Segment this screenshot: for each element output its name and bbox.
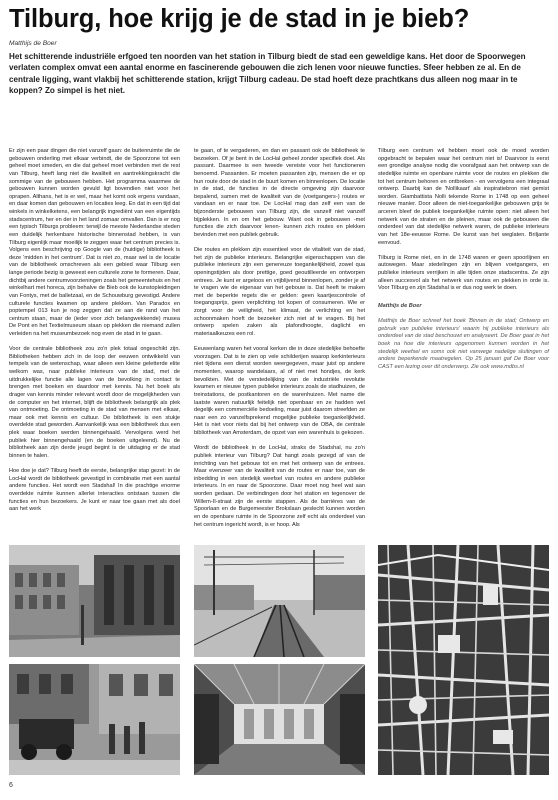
text-column-2 [194, 148, 365, 537]
text-column-1 [9, 148, 180, 522]
paragraph: te gaan, of te vergaderen, en dan en passant ook de bibliotheek te bezoeken. Of je bent in de LocHal geheel zonder specifiek doel. Als passant. Daarmee is een tweede vereiste voor het functioneren benoemd. Passanten. Er moeten passanten zijn, mensen die er op hun route door de stad in de buurt komen en binnenlopen. De locatie in de stad, de functies in de directe omgeving zijn daarvoor bepalend, samen met de kwaliteit van de (voetgangers-) routes er vandaan en er naar toe. De LocHal mag dan zelf een van de bijzonderste gebouwen van Tilburg zijn, die vanzelf niet vanzelf bijplekken. In en om het gebouw. Want ook in gebouwen -met functies die zich daarvoor lenen- kunnen zich routes en plekken bevinden met een publiek gebruik. [194, 148, 365, 238]
bio-author-name: Matthijs de Boer [378, 302, 422, 309]
paragraph: Tilburg is Rome niet, en in de 1748 waren er geen spoorlijnen en autowegen. Maar stedelingen zijn en blijven voetgangers, en publieke interieurs verrijken in alle tijden onze stadscentra. Ze zijn alleen succesvol als het netwerk van routes en plekken in orde is. Voor Tilburg en zijn Stadshal is er dus nog werk te doen. [378, 254, 549, 292]
paragraph: Die routes en plekken zijn essentieel voor de vitaliteit van de stad, het zijn de publieke interieurs. Belangrijke eigenschappen van die publieke interieurs zijn een genereuze toegankelijkheid, zowel qua openingstijden als door prettige, goed geoutilleerde en ontworpen entrees. Je kunt er argeloos en vrijblijvend binnenlopen, zonder je af te vragen wie de eigenaar van het gebouw is. Dat heeft te maken met de beperkte regels die er gelden: geen kaartjescontrole of toegangsprijs, geen verplichting tot kopen of consumeren. Wie er zorgt voor de veiligheid, het klimaat, de verlichting en het schoonmaken hoeft de bezoeker zich niet af te vragen. Bij het ontwerp spelen zaken als plafondhoogte, daglicht en materiaalkeuzes een rol. [194, 247, 365, 337]
paragraph: Wordt de bibliotheek in de LocHal, straks de Stadshal, nu zo'n publiek interieur van Tilburg? Dat hangt zoals gezegd af van de inrichting van het gebouw tot en met het ontwerp van de entrees. Maar evenzeer van de kwaliteit van de routes er naar toe, van de inbedding in een stedelijk weefsel van routes en andere publieke interieurs. In en naar de Spoorzone. Daar moet nog heel wat aan worden gedaan. De verbindingen door het station en tegenover de Willem-II-straat zijn de eerste stappen. Als de barrières van de Spoorlaan en de Burgemeester Brokxlaan geslecht kunnen worden en de openbare ruimte in de Spoorzone zelf echt als onderdeel van het centrum ingericht wordt, is er hoop. Als [194, 445, 365, 528]
text-column-3 [378, 148, 549, 379]
article-intro: Het schitterende industriële erfgoed ten noorden van het station in Tilburg biedt de stad een geweldige kans. Het door de Spoorwegen verlaten complex omvat een aantal enorme en fascinerende gebouwen die zich lenen voor nieuwe functies. Sfeer hebben ze al. En de centrale ligging, want vlakbij het schitterende station, krijgt Tilburg cadeau. De stad hoeft deze prachtkans dus alleen nog maar in te koppen? Zo simpel is het niet. [9, 52, 526, 96]
author-bio [378, 303, 549, 372]
paragraph: Er zijn een paar dingen die niet vanzelf gaan: de buitenruimte die de gebouwen onderling met elkaar verbindt, die de Spoorzone tot een geheel moet smeden, en die dat geheel moet verbinden met de rest van Tilburg, heeft lang niet die kwaliteit en aantrekkingskracht die sommige van de gebouwen hebben. Het programma waarmee de gebouwen kunnen worden gevuld ligt bovendien niet voor het oprapen. Althans, het is er wel, maar het komt ook ergens vandaan, en daar komen dan gebouwen en locaties leeg. En dat in een tijd dat winkels in winkelketens, een belangrijk ingrediënt van een eigentijds stadscentrum, her en der in het land zomaar omvallen. Dan is er nog een typisch Tilburgs probleem: terwijl de meeste Nederlandse steden een duidelijk herkenbare historische binnenstad hebben, is van Tilburg eigenlijk maar moeilijk te zeggen waar het centrum precies is. Volgens een beschrijving op Google van de (huidige) bibliotheek is deze 'midden in het centrum'. Dat is niet zo, maar wel is de locatie van de bibliotheek omschreven als een gebied waar Tilburg een lange periode bezig is geweest een culturele zone te formeren. Daar, dichtbij andere centrumvoorzieningen zoals het gemeentehuis en het winkelhart met horeca, zijn behalve de Bieb ook de kunstopleidingen van Fontys, met de balletzaal, en de Schouwburg gevestigd. Andere culturele functies kwamen op andere plekken. Van Paradox en poptempel 013 kun je nog zeggen dat ze aan de rand van het centrum staan, maar de (ieder voor zich belangwekkende) musea De Pont en het Textielmuseum staan op plekken die niemand zullen verleiden na het museumbezoek nog even de stad in te gaan. [9, 148, 181, 337]
photo-street-buildings [9, 545, 180, 657]
article-author: Matthijs de Boer [9, 40, 57, 47]
bio-text: Matthijs de Boer schreef het boek 'Binnen in de stad; Ontwerp en gebruik van publieke interieurs' waarin hij publieke interieurs als onderdeel van de stad beschouwt en analyseert. De Boer gaat in het boek na hoe die interieurs opgenomen kunnen worden in het stedelijk weefsel en soms ook niet vanwege nadelige sluitingen of andere beperkende maatregelen. Op 25 januari gaf De Boer voor CAST een lezing over dit onderwerp. Zie ook www.mdbs.nl [378, 318, 549, 370]
photo-railway-tracks [194, 545, 365, 657]
photo-historic-street [9, 664, 180, 775]
paragraph: Eeuwenlang waren het vooral kerken die in deze stedelijke behoefte voorzagen. Dat is te zien op vele schilderijen waarop kerkinterieurs niet tijdens een dienst worden weergegeven, maar juist op andere momenten, waarop wandelaars, al of niet met hondjes, de kerk bevolkten. Met de verstedelijking van de industriële revolutie kwamen er nieuwe typen publieke interieurs zoals de stadhuizen, de treinstations, de postkantoren en de warenhuizen. Met name die laatste waren natuurlijk feitelijk niet openbaar en ze hadden wel degelijk een commerciële bedoeling, maar juist daarom streefden ze naar een zo vanzelfsprekend mogelijke publieke toegankelijkheid. Het is niet voor niets dat bij het ontwerp van de OBA, de centrale bibliotheek van Amsterdam, de opzet van een warenhuis is gekozen. [194, 346, 365, 437]
paragraph: Tilburg een centrum wil hebben moet ook de moed worden opgebracht te bepalen waar het centrum niet is! Daarvoor is eerst een grondige analyse nodig die voorafgaat aan het ontwerp van de stedelijke ruimte en openbare ruimte voor de routes en plekken die tot het centrum behoren en ontbreken - en vervolgens een integraal ontwerp. Daarbij kan de 'Nollikaart' als inspiratiebron niet gemist worden. Giambattista Nolli tekende Rome in 1748 op een geheel nieuwe manier. Door alleen de niet-toegankelijke gebouwen grijs te arceren bleef de publiek toegankelijke ruimte open: niet alleen het netwerk van de straten en de pleinen, maar ook de gebouwen die onderdeel van dat stedelijke netwerk waren, de publieke interieurs van het 18e-eeuwse Rome. De kunst van het weglaten. Briljante eenvoud. [378, 148, 549, 246]
photo-hall-interior [194, 664, 365, 775]
photo-nolli-map [378, 545, 549, 775]
paragraph: Voor de centrale bibliotheek zou zo'n plek totaal ongeschikt zijn. Bibliotheken hebben zich in de loop der eeuwen ontwikkeld van tempels van de wetenschap, waar alleen een kleine geletterde elite welkom was, naar publieke interieurs van de stad, met de uitdrukkelijke functie alle lagen van de bevolking in contact te brengen met boeken en daardoor met kennis. Nu het boek als drager van kennis minder relevant wordt door de mogelijkheden van de computer en het internet, blijft de bibliotheek belangrijk als plek van ontmoeting. De ontmoeting in de stad van mensen met elkaar, maar ook met kennis en cultuur. De bibliotheek is een stukje overdekte stad geworden. Aanvankelijk was een bibliotheek dus een plek waar boeken werden binnengehaald. Vervolgens werd het publiek hier binnengehaald (en de boeken uitgeleend). Nu de bibliotheek aan zijn derde jeugd begint is de uitdaging er de stad binnen te halen. [9, 346, 180, 459]
page-number: 6 [9, 782, 13, 789]
article-title: Tilburg, hoe krijg je de stad in je bieb? [9, 5, 470, 33]
paragraph: Hoe doe je dat? Tilburg heeft de eerste, belangrijke stap gezet: in de LocHal wordt de bibliotheek gevestigd in combinatie met een aantal andere functies. Het wordt een Stadshal! In die prachtige enorme overdekte ruimte kunnen allerlei interacties ontstaan tussen die functies en hun bezoekers. Je kunt er naar toe gaan met als doel aan het werk [9, 468, 180, 513]
